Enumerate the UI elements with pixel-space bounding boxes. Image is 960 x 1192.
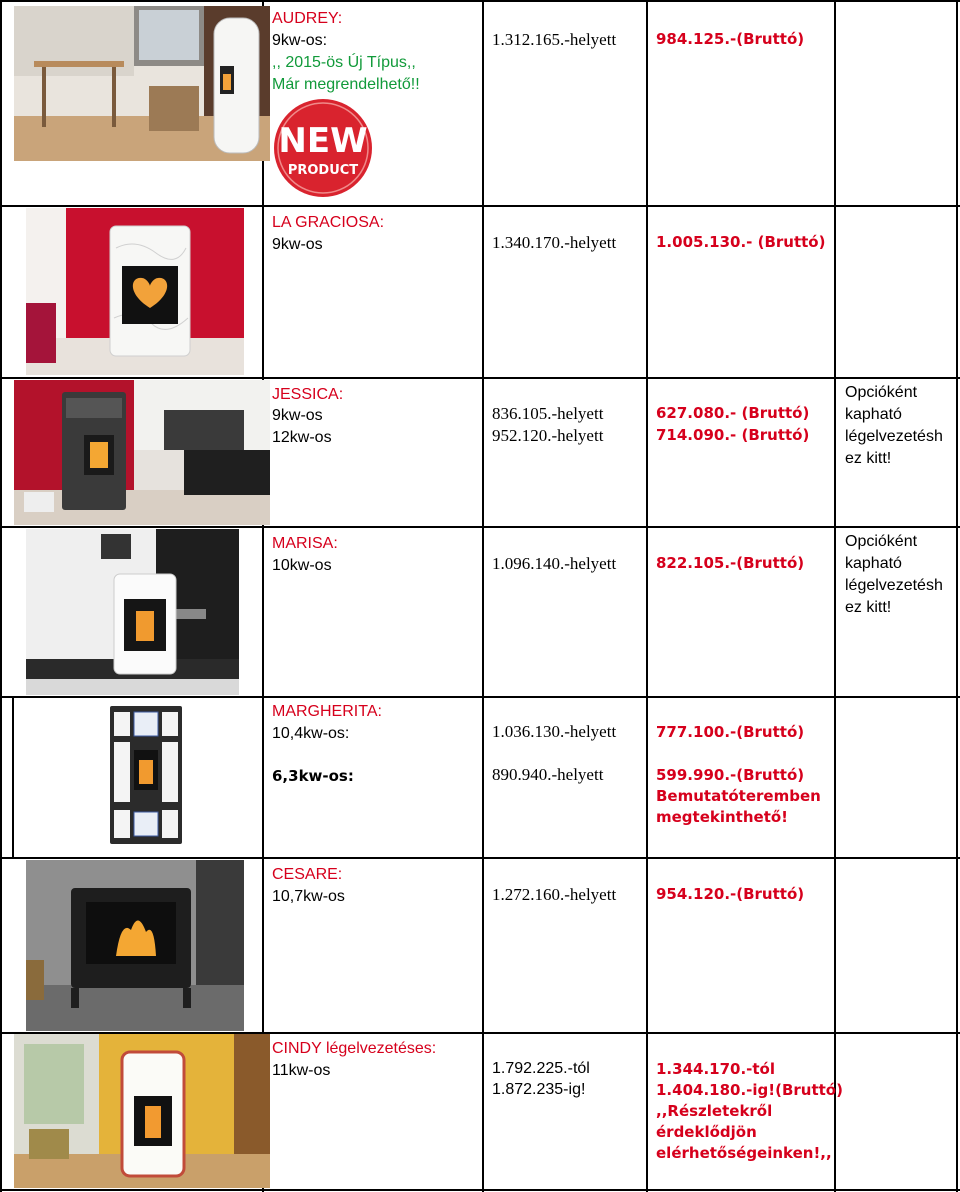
row-border xyxy=(0,526,960,528)
option-note: légelvezetésh xyxy=(845,577,943,594)
power-line: 12kw-os xyxy=(272,429,332,446)
sale-price: 1.344.170.-tól xyxy=(656,1060,775,1078)
pellet-stove-photo xyxy=(26,529,239,695)
option-note: ez kitt! xyxy=(845,450,892,467)
option-note: Opcióként xyxy=(845,533,918,550)
product-name: AUDREY: xyxy=(272,10,343,27)
column-border xyxy=(262,0,264,1192)
power-line: 10,7kw-os xyxy=(272,888,345,905)
showroom-note: Bemutatóteremben xyxy=(656,787,821,805)
row-border xyxy=(0,377,960,379)
power-line: 11kw-os xyxy=(272,1062,331,1079)
product-name: MARGHERITA: xyxy=(272,703,382,720)
old-price: 952.120.-helyett xyxy=(492,426,604,445)
new-product-badge-icon xyxy=(272,94,374,202)
pellet-stove-photo xyxy=(26,208,244,375)
product-name: JESSICA: xyxy=(272,386,344,403)
new-type-line: ,, 2015-ös Új Típus,, xyxy=(272,54,416,71)
row-border xyxy=(0,0,960,2)
sale-price: 714.090.- (Bruttó) xyxy=(656,426,810,444)
contact-note: elérhetőségeinken!,, xyxy=(656,1144,832,1162)
sale-price: 822.105.-(Bruttó) xyxy=(656,554,805,572)
pellet-stove-photo xyxy=(106,702,186,852)
product-name: MARISA: xyxy=(272,535,338,552)
row-border xyxy=(0,857,960,859)
row-border xyxy=(0,205,960,207)
product-name: CESARE: xyxy=(272,866,343,883)
column-border xyxy=(12,698,14,857)
product-name: CINDY légelvezetéses: xyxy=(272,1040,437,1057)
old-price: 1.340.170.-helyett xyxy=(492,233,617,252)
contact-note: érdeklődjön xyxy=(656,1123,757,1141)
badge-product: PRODUCT xyxy=(287,163,359,178)
sale-price: 777.100.-(Bruttó) xyxy=(656,723,805,741)
orderable-line: Már megrendelhető!! xyxy=(272,76,420,93)
old-price: 1.872.235-ig! xyxy=(492,1081,586,1098)
sale-price: 1.404.180.-ig!(Bruttó) xyxy=(656,1081,843,1099)
product-name: LA GRACIOSA: xyxy=(272,214,385,231)
old-price: 1.036.130.-helyett xyxy=(492,722,617,741)
sale-price: 627.080.- (Bruttó) xyxy=(656,404,810,422)
pellet-stove-photo xyxy=(14,1034,270,1188)
power-line: 9kw-os: xyxy=(272,32,328,49)
option-note: légelvezetésh xyxy=(845,428,943,445)
power-line: 10,4kw-os: xyxy=(272,725,350,742)
column-border xyxy=(956,0,958,1192)
pellet-stove-photo xyxy=(14,6,270,161)
sale-price: 599.990.-(Bruttó) xyxy=(656,766,805,784)
power-line: 9kw-os xyxy=(272,407,323,424)
option-note: Opcióként xyxy=(845,384,918,401)
column-border xyxy=(646,0,648,1192)
pellet-stove-photo xyxy=(26,860,244,1031)
sale-price: 984.125.-(Bruttó) xyxy=(656,30,805,48)
old-price: 836.105.-helyett xyxy=(492,404,604,423)
pellet-stove-photo xyxy=(14,380,270,525)
badge-new: NEW xyxy=(278,121,368,161)
option-note: kapható xyxy=(845,555,902,572)
option-note: kapható xyxy=(845,406,902,423)
power-line: 6,3kw-os: xyxy=(272,767,354,785)
old-price: 1.792.225.-tól xyxy=(492,1060,590,1077)
sale-price: 1.005.130.- (Bruttó) xyxy=(656,233,826,251)
power-line: 9kw-os xyxy=(272,236,323,253)
old-price: 1.272.160.-helyett xyxy=(492,885,617,904)
row-border xyxy=(0,1189,960,1191)
column-border xyxy=(482,0,484,1192)
row-border xyxy=(0,696,960,698)
power-line: 10kw-os xyxy=(272,557,332,574)
old-price: 1.096.140.-helyett xyxy=(492,554,617,573)
old-price: 1.312.165.-helyett xyxy=(492,30,617,49)
contact-note: ,,Részletekről xyxy=(656,1102,773,1120)
column-border xyxy=(0,0,2,1192)
column-border xyxy=(834,0,836,1192)
old-price: 890.940.-helyett xyxy=(492,765,604,784)
option-note: ez kitt! xyxy=(845,599,892,616)
sale-price: 954.120.-(Bruttó) xyxy=(656,885,805,903)
showroom-note: megtekinthető! xyxy=(656,808,789,826)
